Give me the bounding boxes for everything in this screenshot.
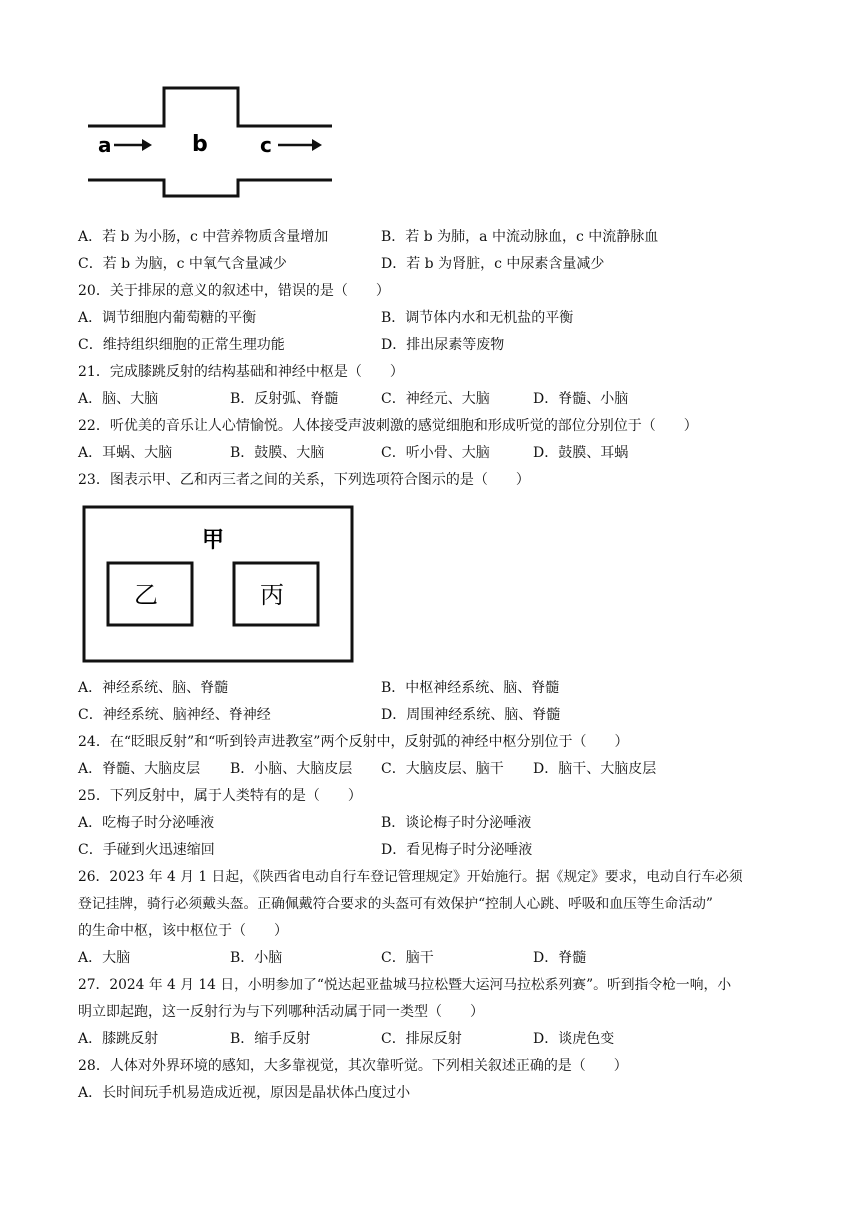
q27-option-b[interactable]: B．缩手反射 [230, 1031, 311, 1047]
q24-option-a[interactable]: A．脊髓、大脑皮层 [78, 761, 201, 777]
label-a: a [98, 133, 112, 157]
q26-option-d[interactable]: D．脊髓 [533, 950, 587, 966]
q26-stem-line2: 登记挂牌，骑行必须戴头盔。正确佩戴符合要求的头盔可有效保护“控制人心跳、呼吸和血压等生命活动” [78, 896, 713, 912]
q24-option-b[interactable]: B．小脑、大脑皮层 [230, 761, 353, 777]
q22-option-c[interactable]: C．听小骨、大脑 [381, 445, 490, 461]
q20-option-b[interactable]: B．调节体内水和无机盐的平衡 [381, 310, 574, 326]
q24-stem: 24．在“眨眼反射”和“听到铃声进教室”两个反射中，反射弧的神经中枢分别位于（ ） [78, 734, 629, 750]
q27-stem-line2: 明立即起跑，这一反射行为与下列哪种活动属于同一类型（ ） [78, 1004, 484, 1020]
q25-option-c[interactable]: C．手碰到火迅速缩回 [78, 842, 215, 858]
q22-option-a[interactable]: A．耳蜗、大脑 [78, 445, 173, 461]
q25-stem: 25．下列反射中，属于人类特有的是（ ） [78, 788, 362, 804]
q26-option-a[interactable]: A．大脑 [78, 950, 131, 966]
q26-stem-line3: 的生命中枢，该中枢位于（ ） [78, 923, 288, 939]
left-label: 乙 [134, 581, 158, 609]
q23-option-a[interactable]: A．神经系统、脑、脊髓 [78, 680, 229, 696]
arrow-c-head [312, 139, 322, 151]
q23-option-c[interactable]: C．神经系统、脑神经、脊神经 [78, 707, 271, 723]
q21-option-d[interactable]: D．脊髓、小脑 [533, 391, 629, 407]
q21-stem: 21．完成膝跳反射的结构基础和神经中枢是（ ） [78, 364, 404, 380]
q28-option-a[interactable]: A．长时间玩手机易造成近视，原因是晶状体凸度过小 [78, 1085, 411, 1101]
q19-option-c[interactable]: C．若 b 为脑，c 中氧气含量减少 [78, 256, 287, 272]
organ-blood-flow-diagram [86, 84, 336, 200]
q23-option-b[interactable]: B．中枢神经系统、脑、脊髓 [381, 680, 560, 696]
outer-label: 甲 [202, 527, 225, 553]
q26-stem-line1: 26．2023 年 4 月 1 日起，《陕西省电动自行车登记管理规定》开始施行。据《规定》要求，电动自行车必须 [78, 869, 743, 885]
arrow-a-head [142, 139, 152, 151]
q23-stem: 23．图表示甲、乙和丙三者之间的关系，下列选项符合图示的是（ ） [78, 472, 530, 488]
q28-stem: 28．人体对外界环境的感知，大多靠视觉，其次靠听觉。下列相关叙述正确的是（ ） [78, 1058, 628, 1074]
q24-option-c[interactable]: C．大脑皮层、脑干 [381, 761, 504, 777]
q19-option-b[interactable]: B．若 b 为肺，a 中流动脉血，c 中流静脉血 [381, 229, 659, 245]
q27-option-a[interactable]: A．膝跳反射 [78, 1031, 159, 1047]
q22-stem: 22．听优美的音乐让人心情愉悦。人体接受声波刺激的感觉细胞和形成听觉的部位分别位于（ ） [78, 418, 698, 434]
q22-option-d[interactable]: D．鼓膜、耳蜗 [533, 445, 629, 461]
right-label: 丙 [260, 581, 284, 609]
q26-option-b[interactable]: B．小脑 [230, 950, 283, 966]
q21-option-b[interactable]: B．反射弧、脊髓 [230, 391, 339, 407]
q19-option-d[interactable]: D．若 b 为肾脏，c 中尿素含量减少 [381, 256, 605, 272]
q25-option-b[interactable]: B．谈论梅子时分泌唾液 [381, 815, 532, 831]
q20-stem: 20．关于排尿的意义的叙述中，错误的是（ ） [78, 283, 390, 299]
label-c: c [260, 133, 272, 157]
q25-option-a[interactable]: A．吃梅子时分泌唾液 [78, 815, 215, 831]
q26-option-c[interactable]: C．脑干 [381, 950, 434, 966]
q27-stem-line1: 27．2024 年 4 月 14 日，小明参加了“悦达起亚盐城马拉松暨大运河马拉松系列赛”。听到指令枪一响，小 [78, 977, 732, 993]
label-b: b [192, 132, 208, 157]
q24-option-d[interactable]: D．脑干、大脑皮层 [533, 761, 657, 777]
q20-option-a[interactable]: A．调节细胞内葡萄糖的平衡 [78, 310, 257, 326]
nested-sets-diagram [82, 505, 354, 663]
q21-option-c[interactable]: C．神经元、大脑 [381, 391, 490, 407]
q25-option-d[interactable]: D．看见梅子时分泌唾液 [381, 842, 533, 858]
q22-option-b[interactable]: B．鼓膜、大脑 [230, 445, 325, 461]
q20-option-c[interactable]: C．维持组织细胞的正常生理功能 [78, 337, 285, 353]
q27-option-d[interactable]: D．谈虎色变 [533, 1031, 615, 1047]
diagram-outline [88, 88, 332, 196]
q23-option-d[interactable]: D．周围神经系统、脑、脊髓 [381, 707, 561, 723]
q27-option-c[interactable]: C．排尿反射 [381, 1031, 462, 1047]
q20-option-d[interactable]: D．排出尿素等废物 [381, 337, 505, 353]
q21-option-a[interactable]: A．脑、大脑 [78, 391, 159, 407]
q19-option-a[interactable]: A．若 b 为小肠，c 中营养物质含量增加 [78, 229, 329, 245]
